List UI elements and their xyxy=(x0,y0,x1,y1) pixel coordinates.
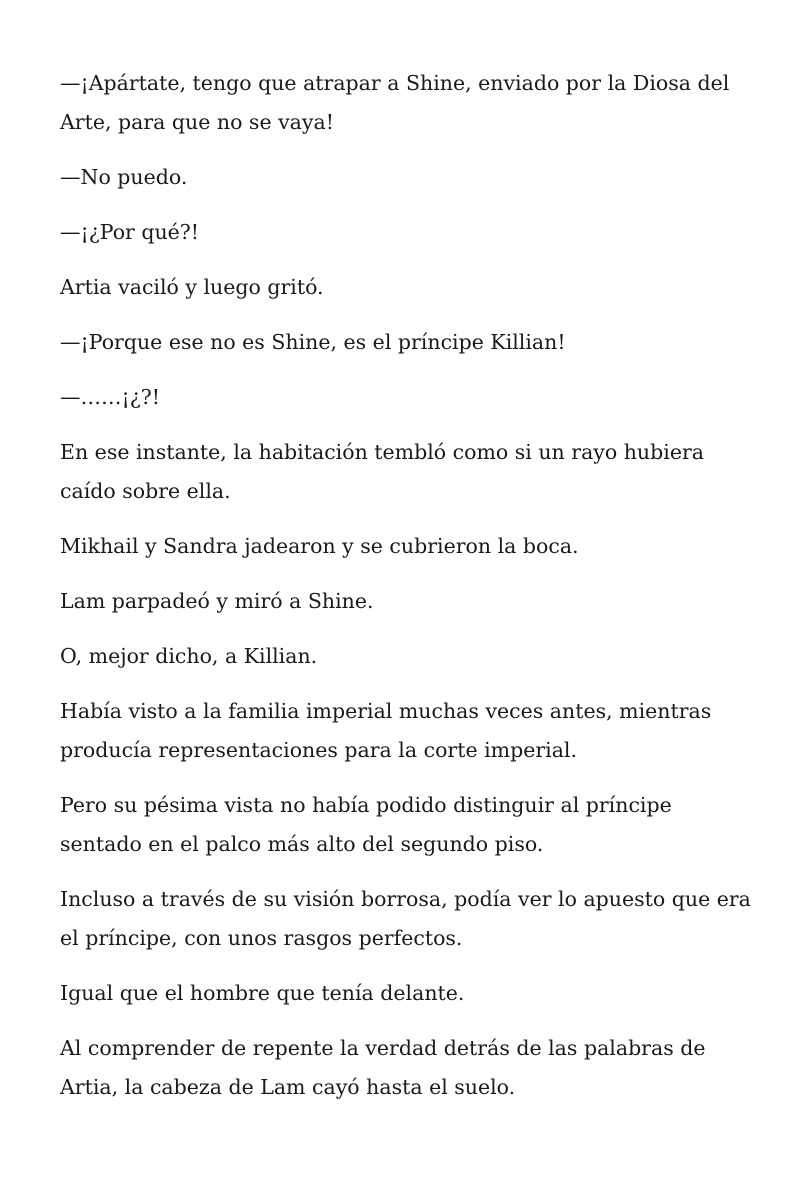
paragraph: Mikhail y Sandra jadearon y se cubrieron la boca. xyxy=(60,534,579,558)
paragraph: Igual que el hombre que tenía delante. xyxy=(60,981,465,1005)
paragraph: Lam parpadeó y miró a Shine. xyxy=(60,589,374,613)
paragraph: —¡¿Por qué?! xyxy=(60,220,200,244)
paragraph: O, mejor dicho, a Killian. xyxy=(60,644,318,668)
paragraph: Artia vaciló y luego gritó. xyxy=(60,275,324,299)
paragraph: Al comprender de repente la verdad detrás de las palabras de Artia, la cabeza de Lam cayó hasta el suelo. xyxy=(60,1036,706,1099)
paragraph: Había visto a la familia imperial muchas veces antes, mientras producía representaciones para la corte imperial. xyxy=(60,699,712,762)
paragraph: —No puedo. xyxy=(60,165,188,189)
reading-page xyxy=(60,64,760,1123)
paragraph: En ese instante, la habitación tembló como si un rayo hubiera caído sobre ella. xyxy=(60,440,704,503)
paragraph: —¡Apártate, tengo que atrapar a Shine, enviado por la Diosa del Arte, para que no se vaya! xyxy=(60,71,730,134)
paragraph: Pero su pésima vista no había podido distinguir al príncipe sentado en el palco más alto del segundo piso. xyxy=(60,793,672,856)
paragraph: —¡Porque ese no es Shine, es el príncipe Killian! xyxy=(60,330,566,354)
paragraph: Incluso a través de su visión borrosa, podía ver lo apuesto que era el príncipe, con unos rasgos perfectos. xyxy=(60,887,751,950)
paragraph: —……¡¿?! xyxy=(60,385,160,409)
